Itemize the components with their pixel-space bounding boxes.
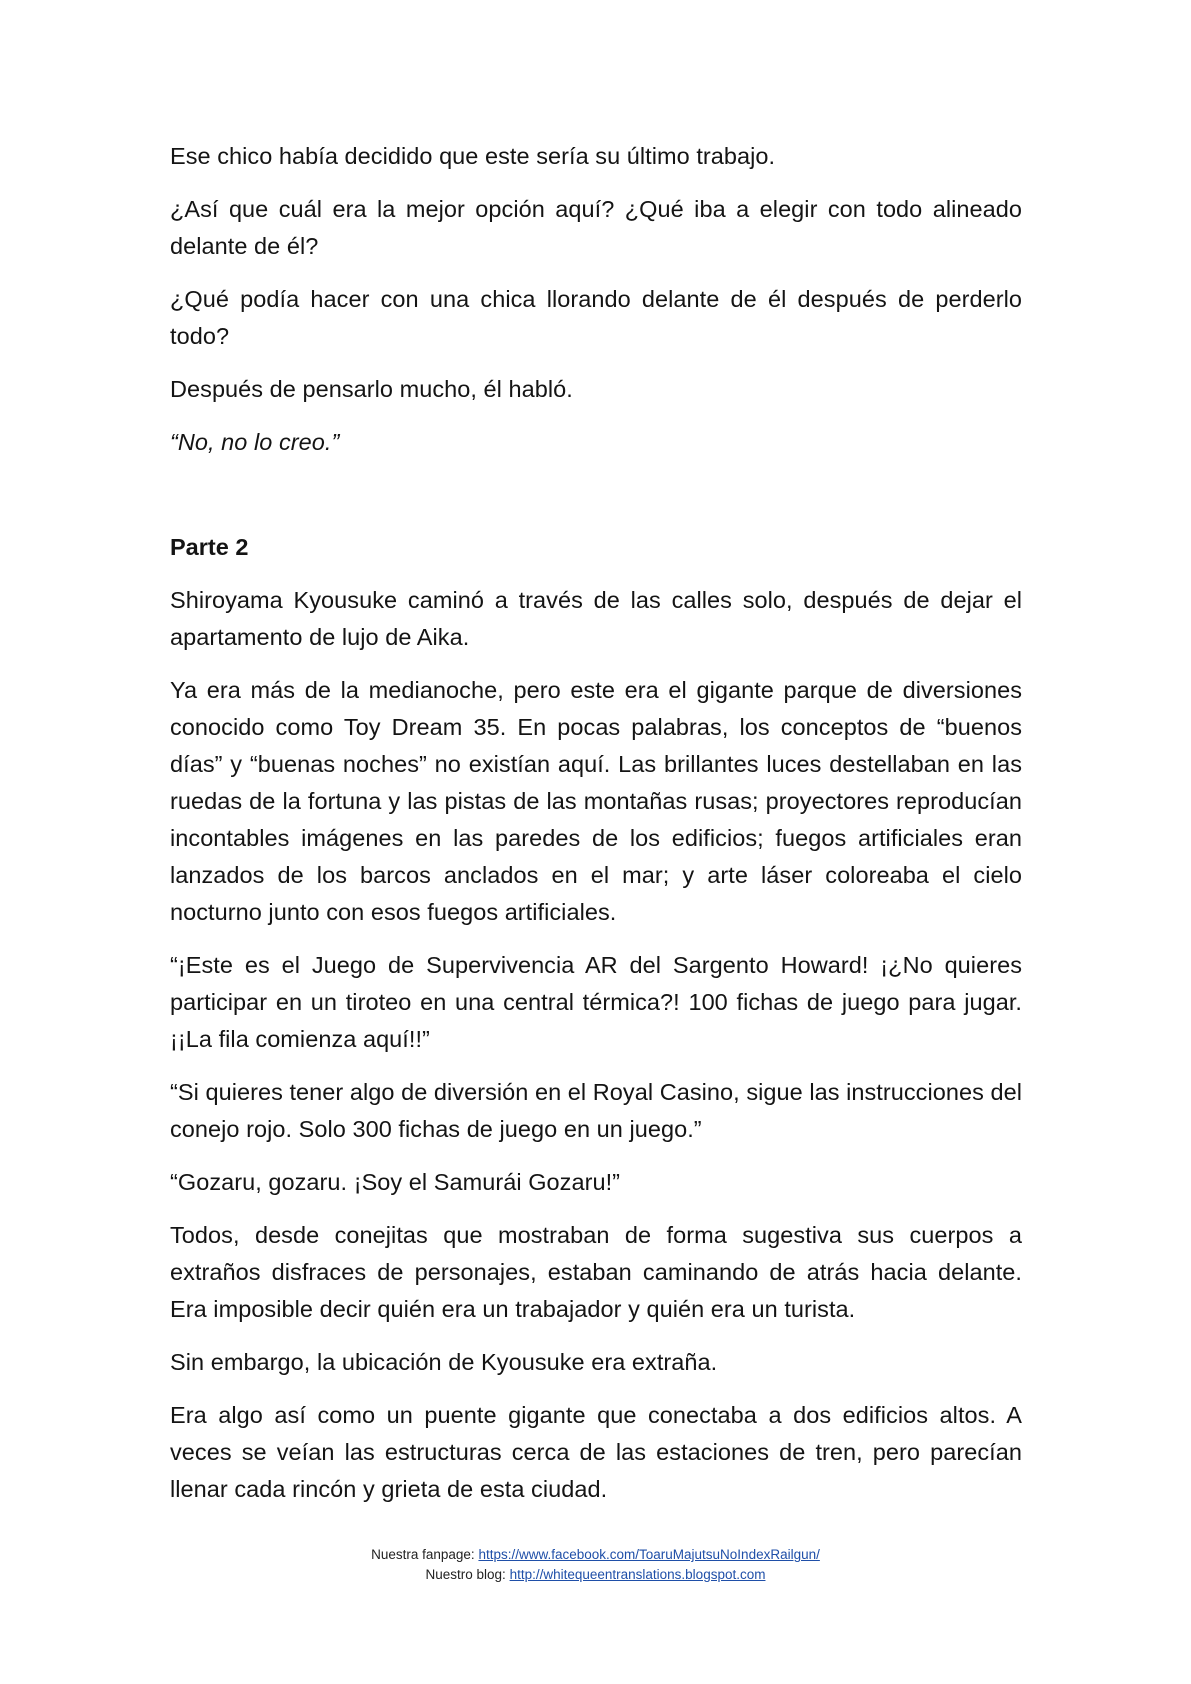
paragraph: “¡Este es el Juego de Supervivencia AR del Sargento Howard! ¡¿No quieres participar en un tiroteo en una central térmica?! 100 fichas de juego para jugar. ¡¡La fila comienza aquí!!” — [170, 952, 1022, 1052]
paragraph: “Si quieres tener algo de diversión en el Royal Casino, sigue las instrucciones del conejo rojo. Solo 300 fichas de juego en un juego.” — [170, 1079, 1022, 1142]
paragraph: ¿Así que cuál era la mejor opción aquí? ¿Qué iba a elegir con todo alineado delante de él? — [170, 196, 1022, 259]
footer-fanpage-line — [0, 1545, 1191, 1565]
paragraph: Shiroyama Kyousuke caminó a través de las calles solo, después de dejar el apartamento de lujo de Aika. — [170, 587, 1022, 650]
paragraph: Después de pensarlo mucho, él habló. — [170, 376, 573, 402]
footer-blog-label: Nuestro blog: — [425, 1567, 510, 1582]
paragraph: ¿Qué podía hacer con una chica llorando delante de él después de perderlo todo? — [170, 286, 1022, 349]
paragraph: Ya era más de la medianoche, pero este era el gigante parque de diversiones conocido como Toy Dream 35. En pocas palabras, los conceptos de “buenos días” y “buenas noches” no existían aquí. Las brillantes luces destellaban en las ruedas de la fortuna y las pistas de las montañas rusas; proyectores reproducían incontables imágenes en las paredes de los edificios; fuegos artificiales eran lanzados de los barcos anclados en el mar; y arte láser coloreaba el cielo nocturno junto con esos fuegos artificiales. — [170, 677, 1022, 925]
page-footer — [0, 1545, 1191, 1585]
section-spacer — [170, 477, 1022, 529]
quoted-dialogue: “No, no lo creo.” — [170, 429, 340, 455]
document-body — [170, 138, 1022, 1524]
paragraph: Era algo así como un puente gigante que conectaba a dos edificios altos. A veces se veían las estructuras cerca de las estaciones de tren, pero parecían llenar cada rincón y grieta de esta ciudad. — [170, 1402, 1022, 1502]
paragraph: Ese chico había decidido que este sería su último trabajo. — [170, 143, 776, 169]
paragraph: Sin embargo, la ubicación de Kyousuke era extraña. — [170, 1349, 718, 1375]
paragraph: Todos, desde conejitas que mostraban de forma sugestiva sus cuerpos a extraños disfraces de personajes, estaban caminando de atrás hacia delante. Era imposible decir quién era un trabajador y quién era un turista. — [170, 1222, 1022, 1322]
footer-blog-line — [0, 1565, 1191, 1585]
fanpage-link[interactable]: https://www.facebook.com/ToaruMajutsuNoIndexRailgun/ — [478, 1547, 820, 1562]
section-heading: Parte 2 — [170, 534, 249, 560]
paragraph: “Gozaru, gozaru. ¡Soy el Samurái Gozaru!” — [170, 1169, 621, 1195]
footer-fanpage-label: Nuestra fanpage: — [371, 1547, 479, 1562]
blog-link[interactable]: http://whitequeentranslations.blogspot.com — [509, 1567, 766, 1582]
